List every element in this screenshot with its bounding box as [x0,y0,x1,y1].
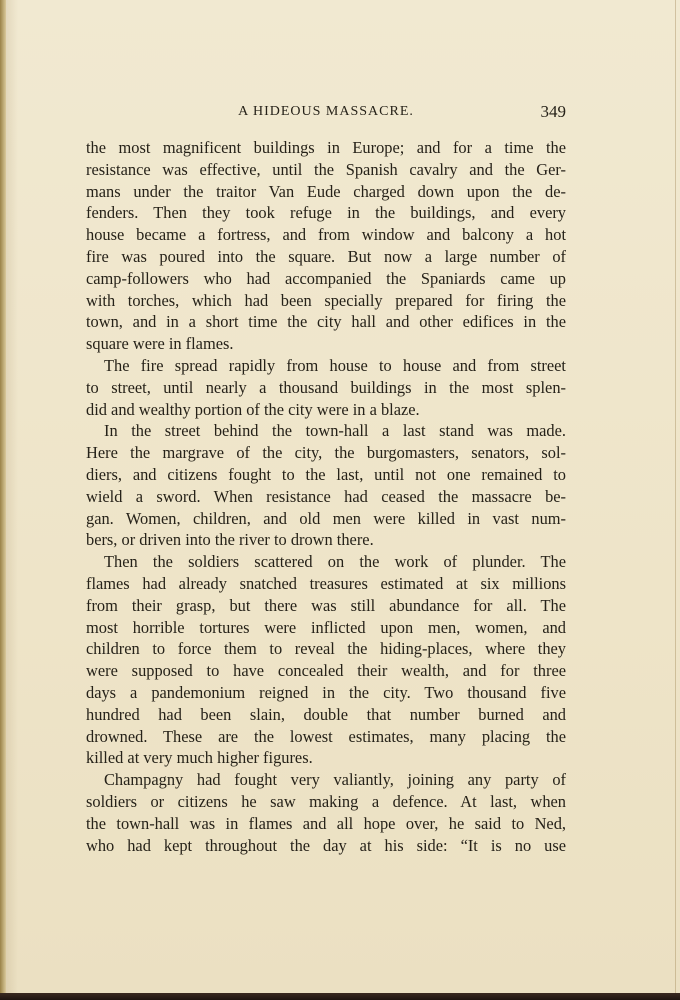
text-line: the town-hall was in flames and all hope over, he said to Ned, [86,813,566,833]
text-line: were supposed to have concealed their wealth, and for three [86,661,566,681]
text-line: square were in flames. [86,334,234,354]
text-line: children to force them to reveal the hiding-places, where they [86,639,566,659]
text-line: camp-followers who had accompanied the Spaniards came up [86,268,566,288]
page-number: 349 [540,102,566,121]
text-line: flames had already snatched treasures estimated at six millions [86,573,566,593]
text-line: gan. Women, children, and old men were killed in vast num- [86,508,566,528]
text-line: Then the soldiers scattered on the work of plunder. The [104,552,566,572]
text-line: mans under the traitor Van Eude charged down upon the de- [86,181,566,201]
text-line: town, and in a short time the city hall and other edifices in the [86,312,566,332]
text-line: to street, until nearly a thousand buildings in the most splen- [86,377,566,397]
text-line: In the street behind the town-hall a last stand was made. [104,421,566,441]
text-line: soldiers or citizens he saw making a defence. At last, when [86,791,566,811]
text-line: resistance was effective, until the Spanish cavalry and the Ger- [86,159,566,179]
text-line: days a pandemonium reigned in the city. Two thousand five [86,682,566,702]
text-line: with torches, which had been specially prepared for firing the [86,290,566,310]
body-text [86,137,566,856]
running-title: A HIDEOUS MASSACRE. [238,104,414,119]
text-line: wield a sword. When resistance had ceased the massacre be- [86,486,566,506]
text-line: drowned. These are the lowest estimates, many placing the [86,726,566,746]
page-left-edge [0,0,6,1000]
text-line: killed at very much higher figures. [86,748,313,768]
text-line: the most magnificent buildings in Europe; and for a time the [86,138,566,157]
text-line: did and wealthy portion of the city were in a blaze. [86,399,420,419]
text-line: fire was poured into the square. But now a large number of [86,246,566,266]
text-line: hundred had been slain, double that number burned and [86,704,566,724]
text-line: who had kept throughout the day at his side: “It is no use [86,835,566,855]
page-right-edge [675,0,676,1000]
text-line: diers, and citizens fought to the last, until not one remained to [86,464,566,484]
text-line: from their grasp, but there was still abundance for all. The [86,595,566,615]
running-head [86,104,566,126]
text-line: The fire spread rapidly from house to house and from street [104,355,566,375]
text-line: most horrible tortures were inflicted upon men, women, and [86,617,566,637]
text-line: bers, or driven into the river to drown there. [86,530,374,550]
bottom-edge-shadow [0,993,680,1000]
text-line: Champagny had fought very valiantly, joining any party of [104,770,566,790]
text-line: house became a fortress, and from window and balcony a hot [86,225,566,245]
text-line: Here the margrave of the city, the burgomasters, senators, sol- [86,443,566,463]
text-line: fenders. Then they took refuge in the buildings, and every [86,203,566,223]
